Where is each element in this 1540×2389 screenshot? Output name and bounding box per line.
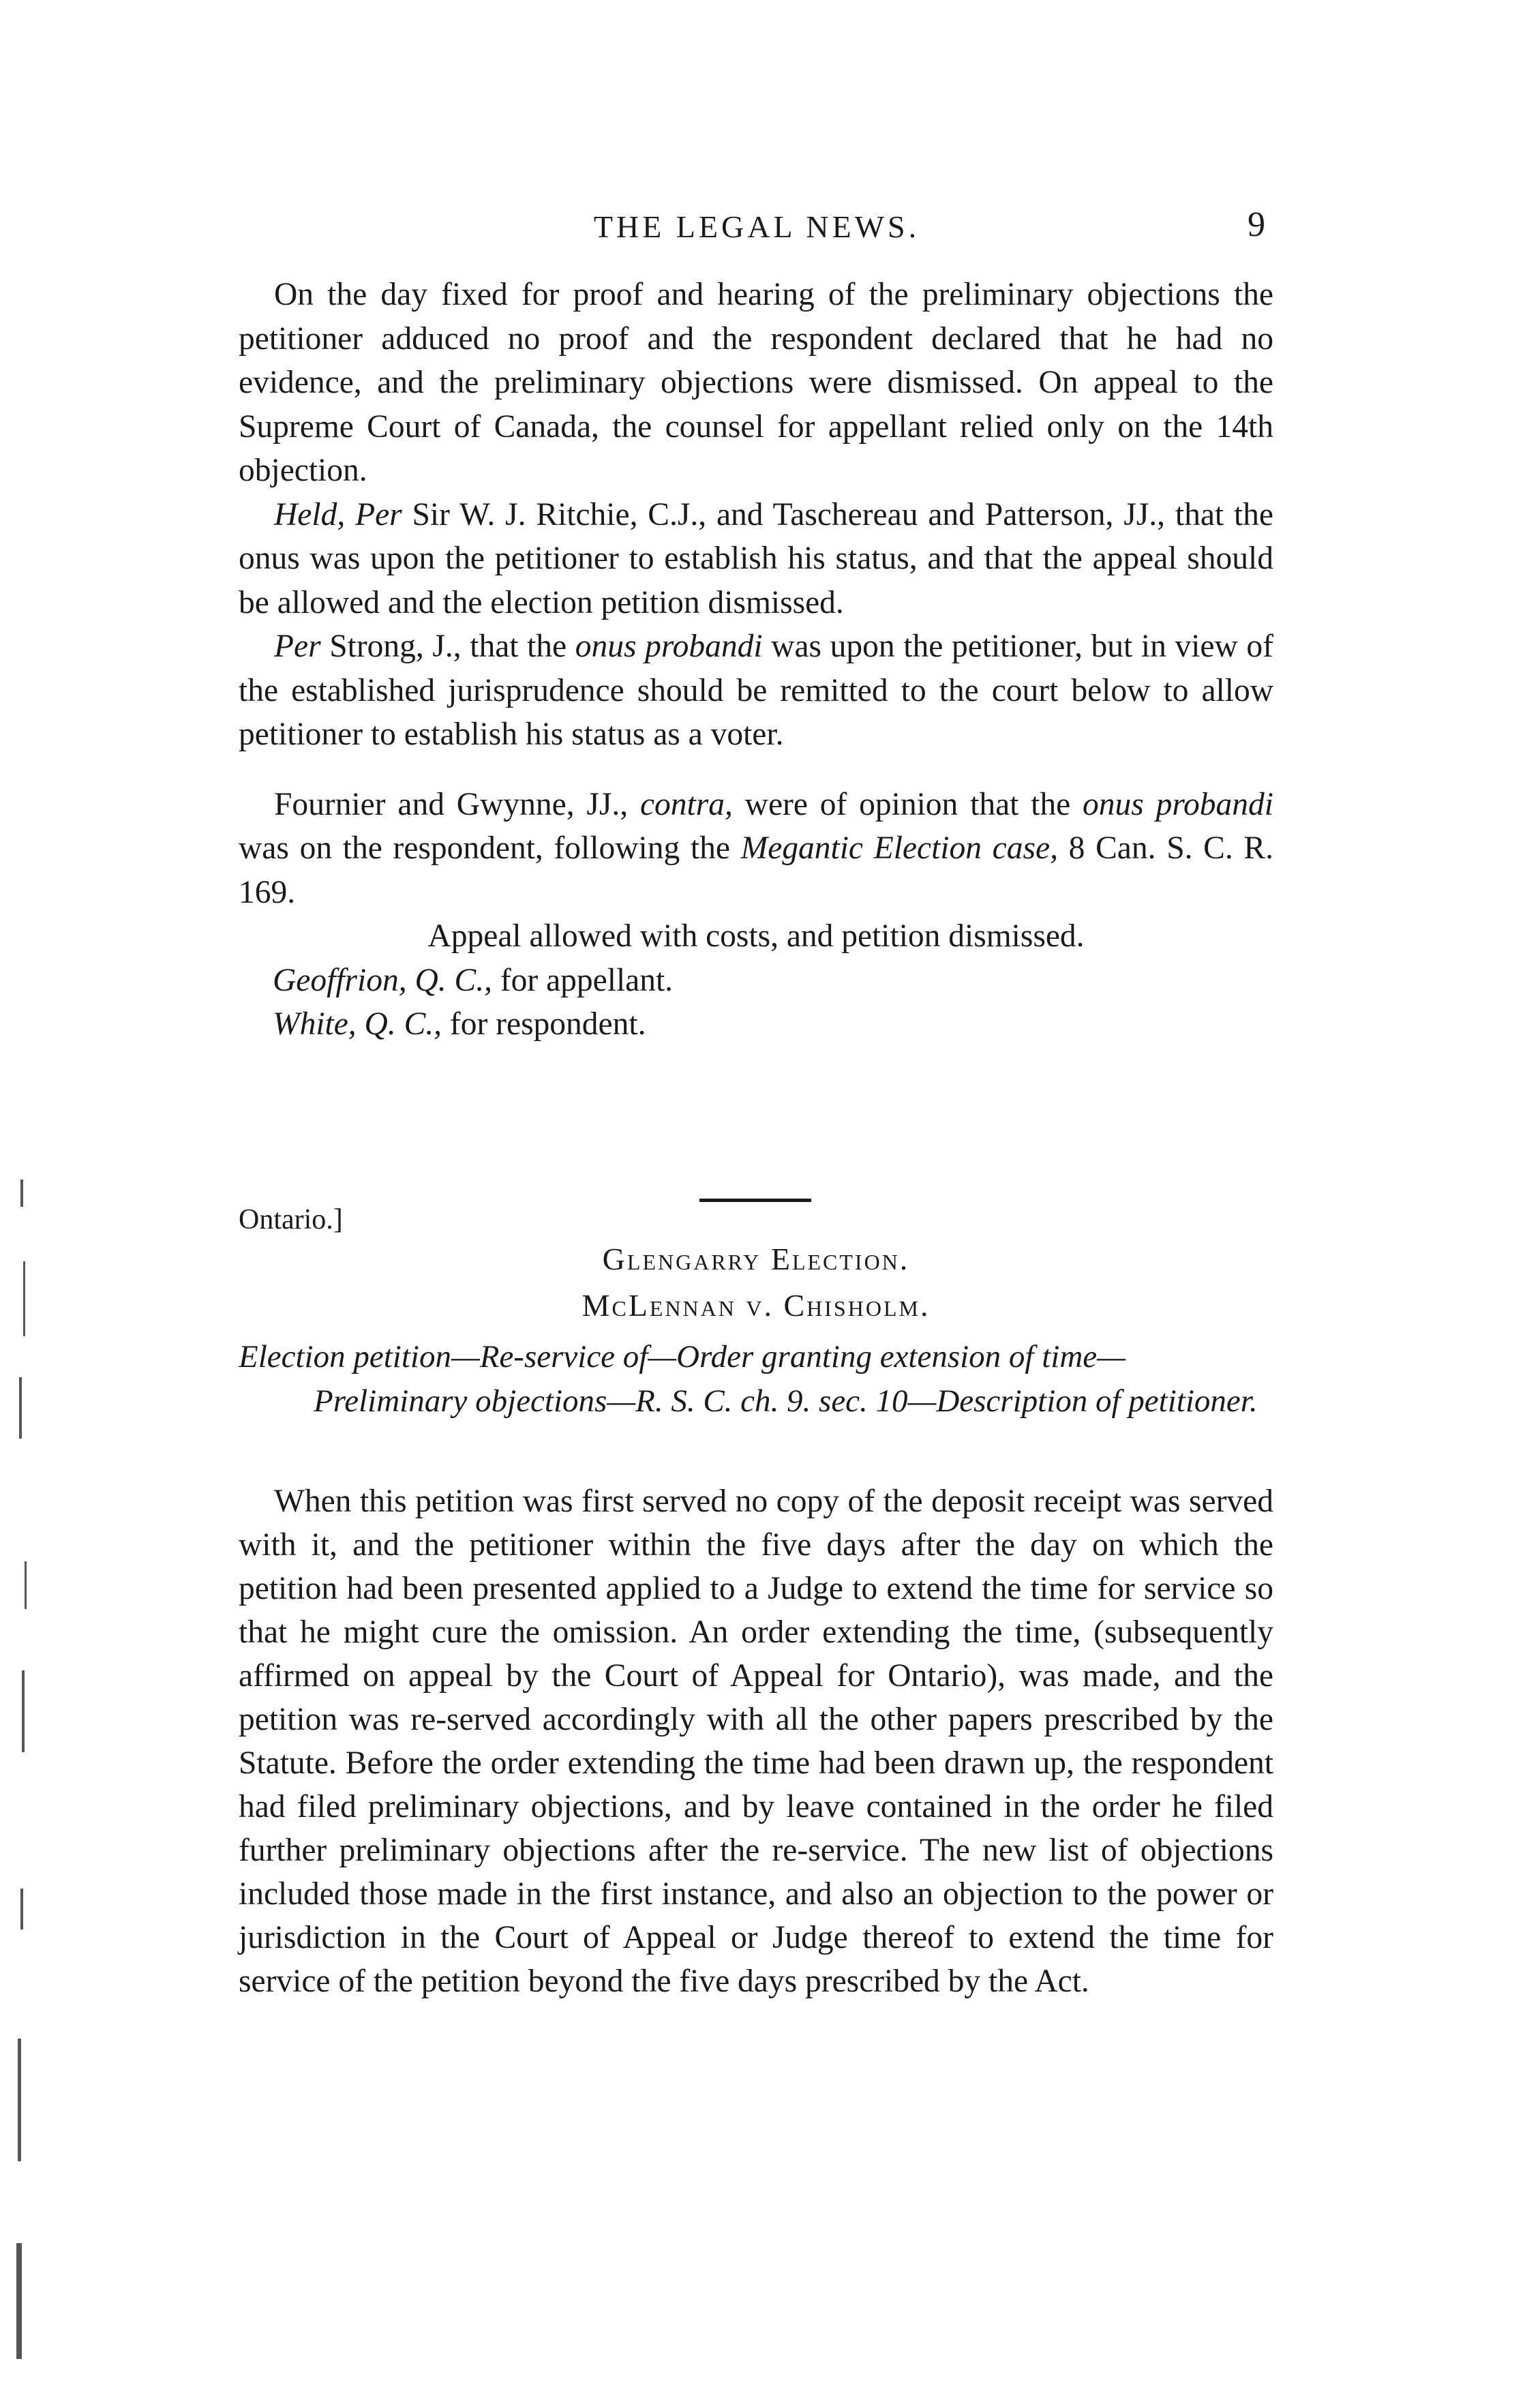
case-body [239,1479,1273,2003]
journal-title: THE LEGAL NEWS. [593,209,920,244]
paragraph-dissent [239,783,1273,915]
case-headnote: Election petition—Re-service of—Order granting extension of time—Preliminary objections—R. S. C. ch. 9. sec. 10—Description of petitioner. [239,1339,1258,1419]
section-divider [699,1199,811,1202]
counsel-appellant-name: Geoffrion, Q. C., [273,962,492,998]
dissent-judges: Fournier and Gwynne, JJ., [274,786,640,822]
onus-probandi-term-2: onus probandi [1083,786,1273,822]
counsel-respondent-name: White, Q. C., [273,1006,442,1042]
case-jurisdiction: Ontario.] [239,1204,343,1235]
top-section [239,273,1273,1047]
paragraph-proceedings: On the day fixed for proof and hearing of the preliminary objections the petitioner adduced no proof and the respondent declared that he had no evidence, and the preliminary objections were dismissed. On appeal to the Supreme Court of Canada, the counsel for appellant relied only on the 14th objection. [239,277,1273,488]
counsel-appellant [239,959,1273,1003]
counsel-respondent-role: for respondent. [442,1006,646,1042]
case-parties: McLennan v. Chisholm. [582,1288,931,1323]
case-facts-paragraph: When this petition was first served no copy of the deposit receipt was served with it, and the petitioner within the five days after the day on which the petition had been presented applied to a Judge to extend the time for service so that he might cure the omission. An order extending the time, (subsequently affirmed on appeal by the Court of Appeal for Ontario), was made, and the petition was re-served accordingly with all the other papers prescribed by the Statute. Before the order extending the time had been drawn up, the respondent had filed preliminary objections, and by leave contained in the order he filed further preliminary objections after the re-service. The new list of objections included those made in the first instance, and also an objection to the power or jurisdiction in the Court of Appeal or Judge thereof to extend the time for service of the petition beyond the five days prescribed by the Act. [239,1484,1273,1999]
held-text: Sir W. J. Ritchie, C.J., and Taschereau and Patterson, JJ., that the onus was upon the petitioner to establish his status, and that the appeal should be allowed and the election petition dismissed. [239,496,1273,620]
contra-term: contra, [639,786,733,822]
held-label: Held, Per [274,496,402,532]
strong-text-a: Strong, J., that the [320,629,575,664]
disposition: Appeal allowed with costs, and petition dismissed. [427,918,1085,954]
case-title: Glengarry Election. [602,1242,910,1276]
page-number: 9 [1248,205,1265,244]
running-header [239,205,1275,252]
paragraph-strong [239,625,1273,757]
dissent-text-a: were of opinion that the [732,786,1083,822]
onus-probandi-term: onus probandi [575,629,763,664]
scan-edge-marks [0,1152,48,2389]
dissent-text-b: was on the respondent, following the [239,830,741,866]
counsel-respondent [239,1002,1273,1047]
megantic-case-ref: Megantic Election case, [740,830,1058,866]
per-label: Per [274,629,321,664]
strong-text-b: was upon the petitioner, but in view of the established jurisprudence should be remitted to the court below to allow petitioner to establish his status as a voter. [239,629,1273,752]
counsel-appellant-role: for appellant. [492,962,674,998]
paragraph-held [239,493,1273,625]
dissent-citation: 8 Can. S. C. R. 169. [239,830,1273,910]
